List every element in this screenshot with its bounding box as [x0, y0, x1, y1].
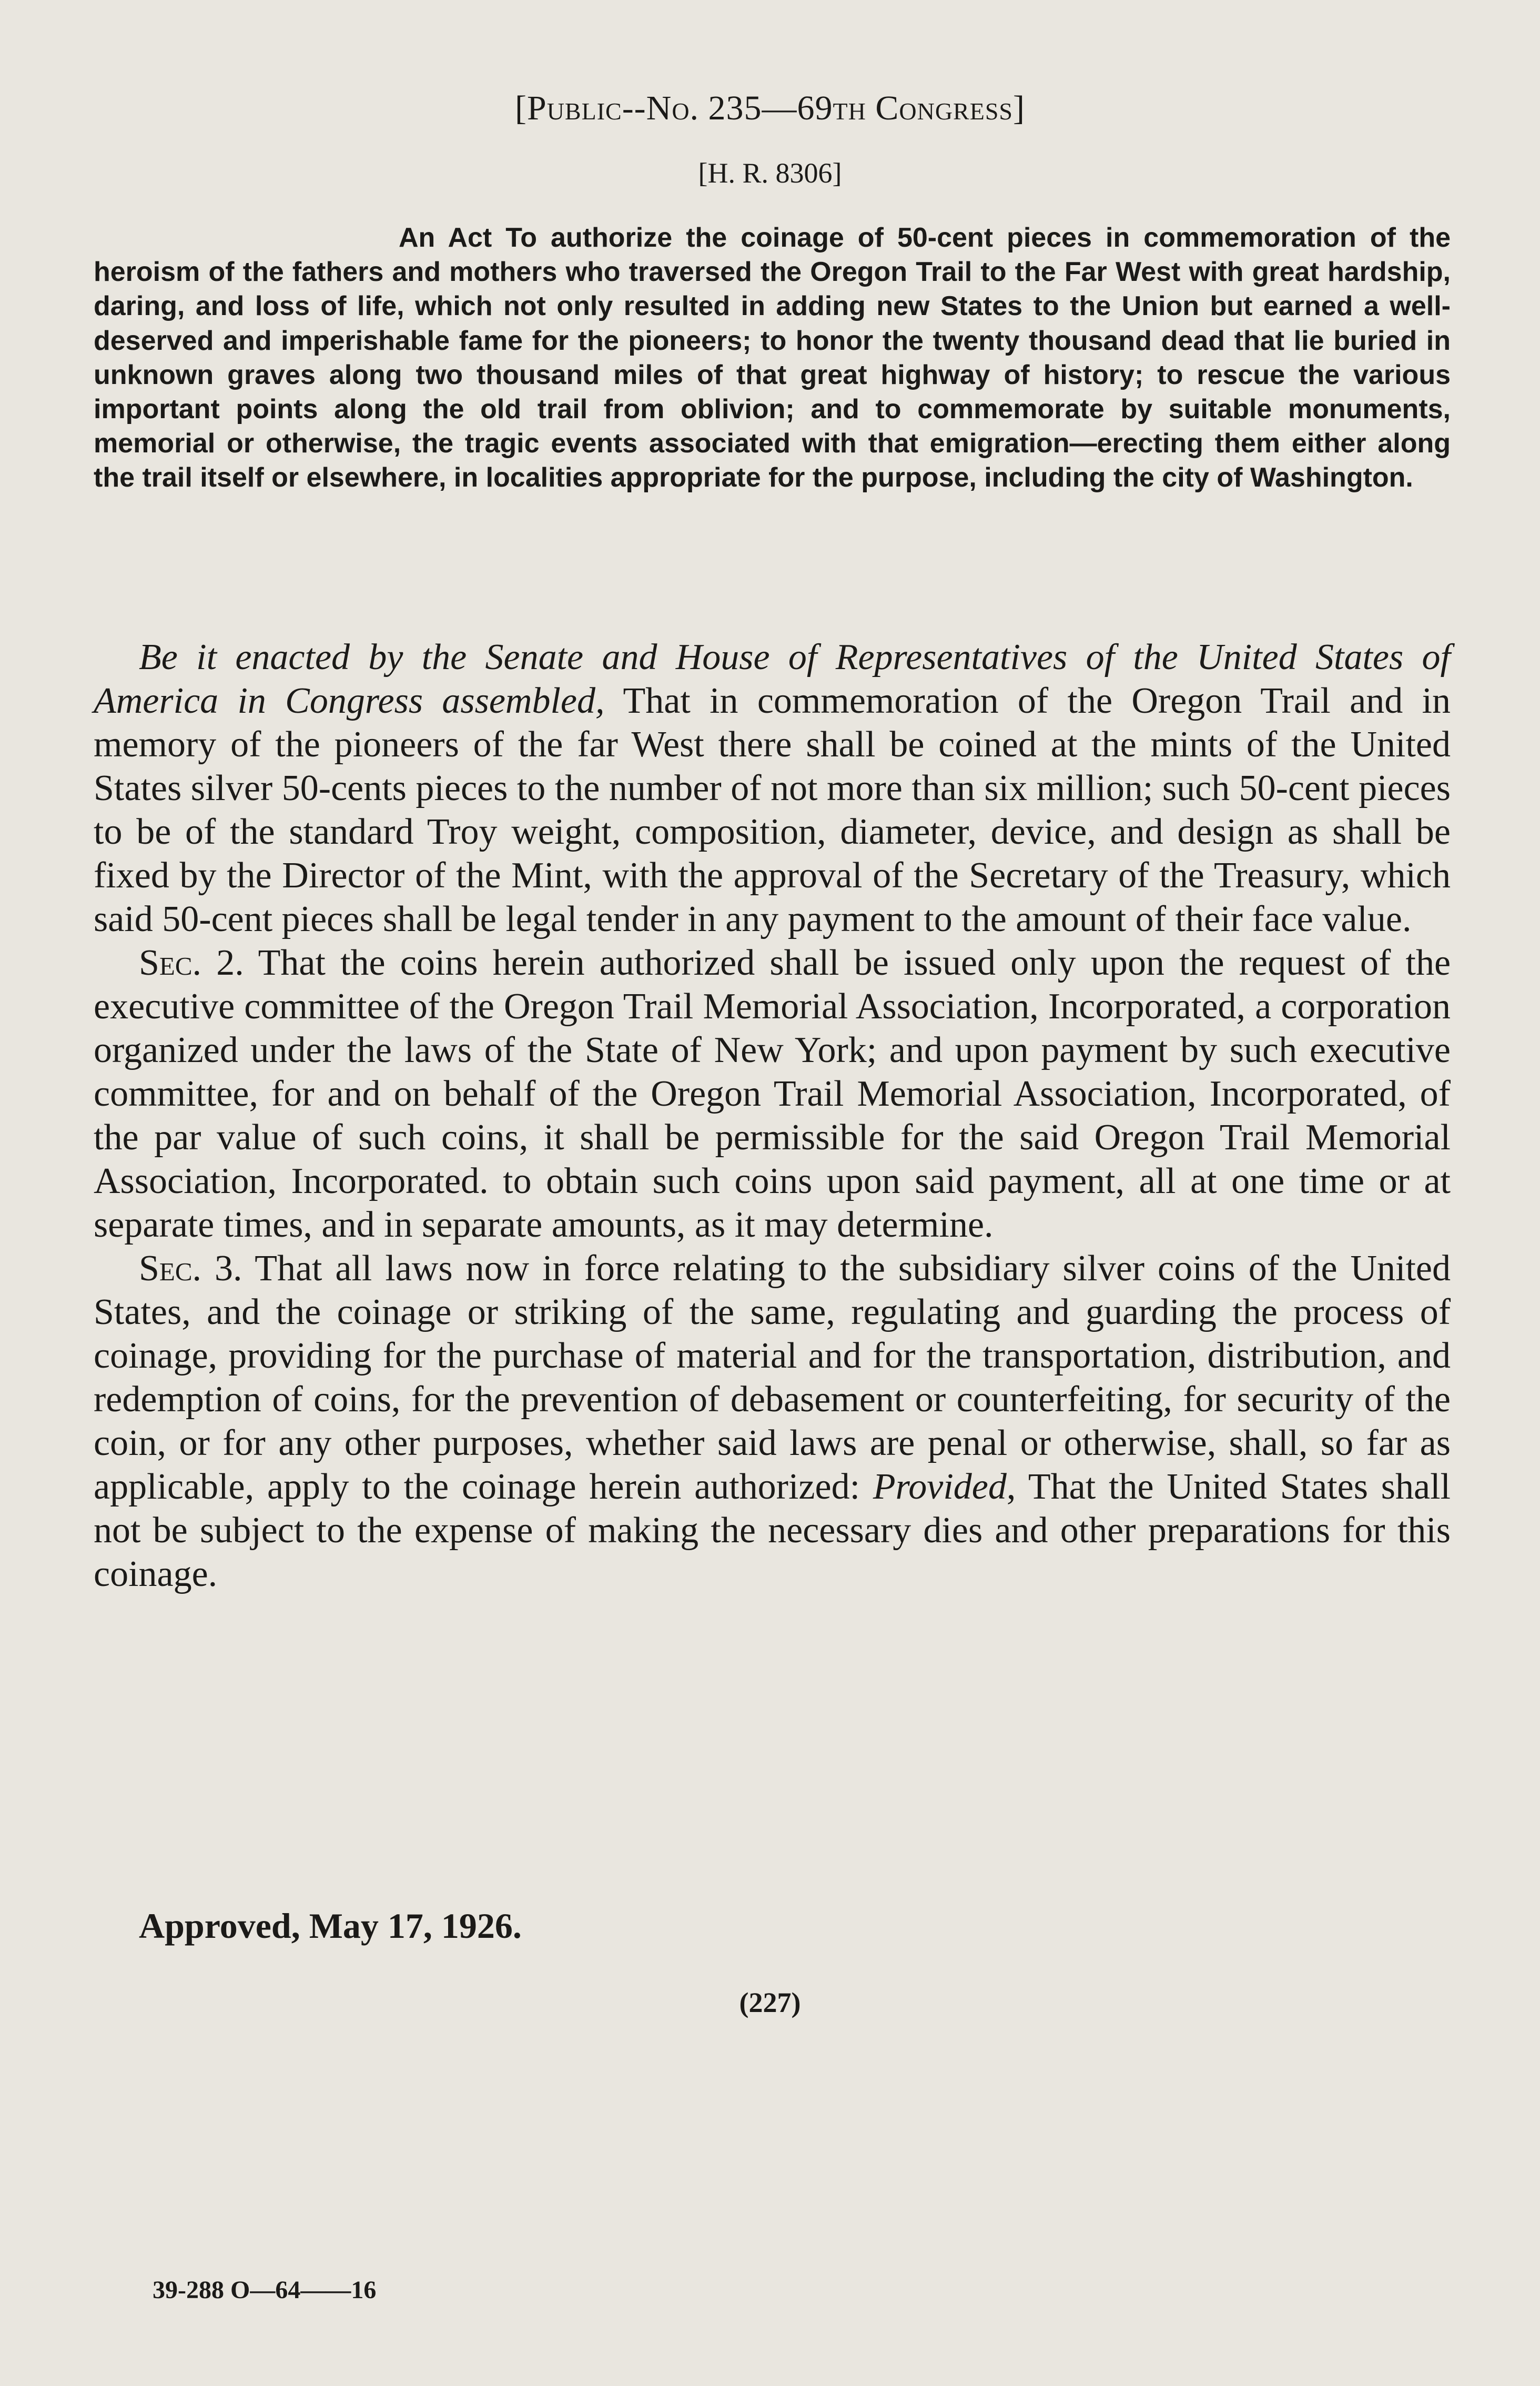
- law-number-heading: [Public--No. 235—69th Congress]: [515, 89, 1025, 127]
- act-body: [94, 635, 1451, 1596]
- bill-number: [H. R. 8306]: [698, 157, 842, 189]
- enacting-text: That in commemoration of the Oregon Trail and in memory of the pioneers of the far West there shall be coined at the mints of the United States silver 50-cents pieces to the number of not more than six million; such 50-cent pieces to be of the standard Troy weight, composition, diameter, device, and design as shall be fixed by the Director of the Mint, with the approval of the Secretary of the Treasury, which said 50-cent pieces shall be legal tender in any payment to the amount of their face value.: [94, 681, 1451, 939]
- section-2-text: That the coins herein authorized shall be issued only upon the request of the executive committee of the Oregon Trail Memorial Association, Incorporated, a corporation organized under the laws of the State of New York; and upon payment by such executive committee, for and on behalf of the Oregon Trail Memorial Association, Incorporated, of the par value of such coins, it shall be permissible for the said Oregon Trail Memorial Association, Incorporated. to obtain such coins upon said payment, all at one time or at separate times, and in separate amounts, as it may determine.: [94, 943, 1451, 1245]
- section-3-text: That all laws now in force relating to the subsidiary silver coins of the United States, and the coinage or striking of the same, regulating and guarding the process of coinage, providing for the purchase of material and for the transportation, distribution, and redemption of coins, for the prevention of debasement or counterfeiting, for security of the coin, or for any other purposes, whether said laws are penal or otherwise, shall, so far as applicable, apply to the coinage herein authorized:: [94, 1248, 1451, 1507]
- print-code: 39-288 O—64——16: [153, 2276, 377, 2304]
- section-2: [94, 941, 1451, 1247]
- section-3-label: Sec. 3.: [139, 1248, 242, 1289]
- proviso-word: Provided: [873, 1467, 1007, 1507]
- act-title: An Act To authorize the coinage of 50-cent pieces in commemoration of the heroism of the fathers and mothers who traversed the Oregon Trail to the Far West with great hardship, daring, and loss of life, which not only resulted in adding new States to the Union but earned a well-deserved and imperishable fame for the pioneers; to honor the twenty thousand dead that lie buried in unknown graves along two thousand miles of that great highway of history; to rescue the various important points along the old trail from oblivion; and to commemorate by suitable monuments, memorial or otherwise, the tragic events associated with that emigration—erecting them either along the trail itself or elsewhere, in localities appropriate for the purpose, including the city of Washington.: [94, 223, 1451, 493]
- enacting-clause: Be it enacted by the Senate and House of Representatives of the United States of America in Congress assembled,: [94, 637, 1451, 721]
- approval-date: Approved, May 17, 1926.: [139, 1906, 522, 1946]
- section-3: [94, 1247, 1451, 1596]
- section-3-text-after: , That the United States shall not be subject to the expense of making the necessary dies and other preparations for this coinage.: [94, 1467, 1451, 1594]
- page-number: (227): [739, 1987, 801, 2018]
- enacting-paragraph: [94, 635, 1451, 941]
- section-2-label: Sec. 2.: [139, 943, 244, 983]
